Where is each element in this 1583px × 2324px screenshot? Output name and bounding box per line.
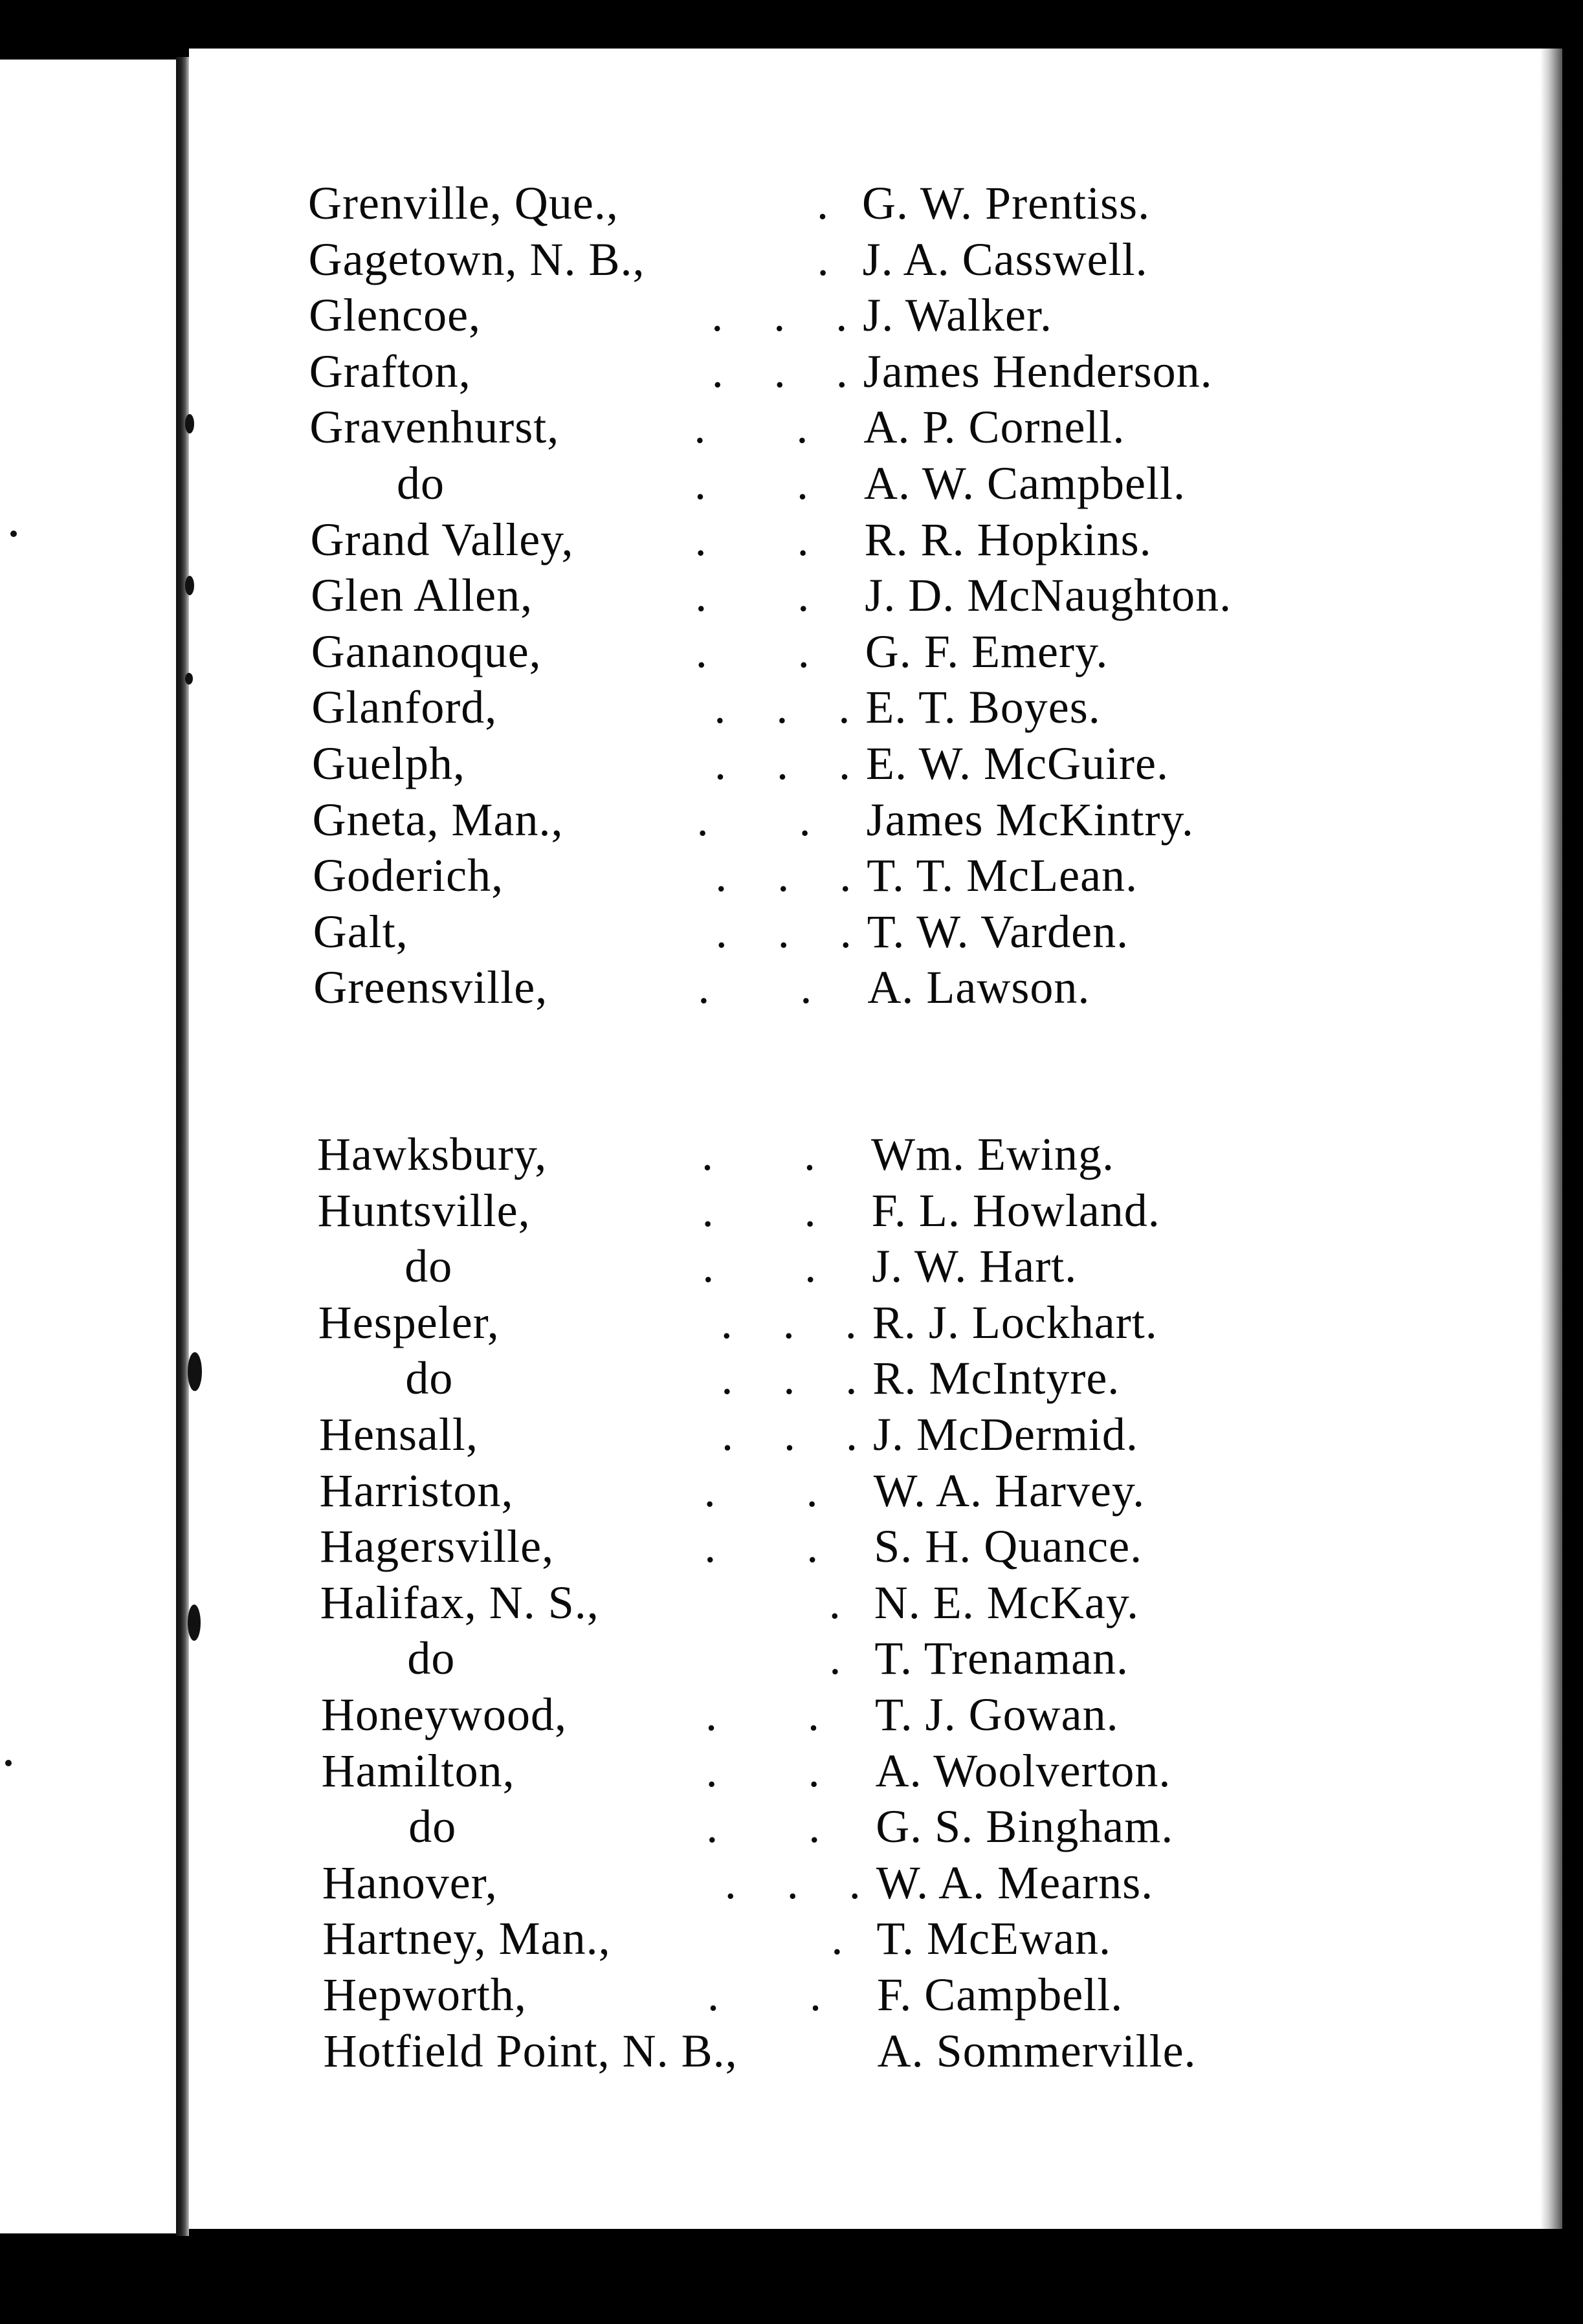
agent-name: A. W. Campbell. xyxy=(864,457,1186,509)
agent-name: E. T. Boyes. xyxy=(865,681,1101,734)
agent-name: J. McDermid. xyxy=(873,1409,1138,1460)
directory-entry xyxy=(0,1687,1583,1742)
directory-entry xyxy=(0,568,1583,622)
dot-leaders: . . . xyxy=(711,289,848,342)
agent-name: T. J. Gowan. xyxy=(875,1689,1119,1740)
place-name: do xyxy=(408,1801,457,1853)
directory-entry xyxy=(0,288,1583,342)
directory-entry xyxy=(0,176,1583,230)
agent-name: J. Walker. xyxy=(863,289,1053,342)
dot-leaders: . . . xyxy=(714,681,851,734)
place-name: Hepworth, xyxy=(323,1969,527,2021)
directory-entry xyxy=(0,1911,1583,1966)
directory-entry xyxy=(0,848,1583,903)
directory-entry xyxy=(0,1744,1583,1798)
directory-entry xyxy=(0,1351,1583,1405)
dot-leaders: . . xyxy=(703,1464,819,1517)
agent-name: E. W. McGuire. xyxy=(866,738,1169,789)
dot-leaders: . xyxy=(817,233,830,285)
agent-name: S. H. Quance. xyxy=(874,1520,1143,1573)
dot-leaders: . . xyxy=(704,1520,819,1573)
dot-leaders: . . . xyxy=(714,738,851,789)
agent-name: A. Lawson. xyxy=(867,961,1090,1014)
place-name: Grafton, xyxy=(309,345,471,397)
agent-name: A. P. Cornell. xyxy=(863,401,1125,454)
directory-entry xyxy=(0,232,1583,287)
directory-entry xyxy=(0,1295,1583,1350)
place-name: Hensall, xyxy=(319,1409,478,1460)
place-name: do xyxy=(405,1352,454,1405)
directory-entry xyxy=(0,793,1583,847)
dot-leaders: . . xyxy=(705,1744,821,1797)
place-name: Huntsville, xyxy=(317,1184,531,1236)
agent-name: J. A. Casswell. xyxy=(862,233,1148,285)
dot-leaders: . . xyxy=(706,1801,821,1853)
dot-leaders: . xyxy=(829,1632,842,1685)
place-name: Grenville, Que., xyxy=(308,177,619,229)
dot-leaders: . . . xyxy=(721,1352,858,1405)
agent-name: R. J. Lockhart. xyxy=(872,1296,1158,1348)
directory-entry xyxy=(0,1183,1583,1238)
directory-entry xyxy=(0,1799,1583,1854)
dot-leaders: . . . xyxy=(711,345,848,397)
place-name: Harriston, xyxy=(319,1464,514,1517)
dot-leaders: . xyxy=(817,177,829,229)
dot-leaders: . . xyxy=(707,1969,822,2021)
place-name: Goderich, xyxy=(313,850,504,902)
agent-name: N. E. McKay. xyxy=(874,1576,1140,1628)
agent-name: F. Campbell. xyxy=(877,1969,1124,2021)
agent-name: Wm. Ewing. xyxy=(871,1128,1114,1180)
agent-name: James McKintry. xyxy=(866,793,1194,846)
dot-leaders: . . xyxy=(702,1240,817,1293)
directory-entry xyxy=(0,1575,1583,1630)
place-name: do xyxy=(407,1632,456,1685)
agent-name: A. Woolverton. xyxy=(875,1744,1171,1797)
place-name: Hespeler, xyxy=(318,1296,500,1348)
agent-name: T. W. Varden. xyxy=(867,905,1129,958)
dot-leaders: . . xyxy=(702,1128,816,1180)
directory-entry xyxy=(0,624,1583,679)
agent-name: T. Trenaman. xyxy=(874,1632,1129,1685)
directory-entry xyxy=(0,1631,1583,1685)
agent-name: T. McEwan. xyxy=(876,1913,1111,1965)
agent-name: W. A. Mearns. xyxy=(876,1856,1154,1909)
place-name: Hotfield Point, N. B., xyxy=(323,2024,738,2077)
directory-entry xyxy=(0,1968,1583,2022)
place-name: Greensville, xyxy=(313,961,548,1014)
place-name: Grand Valley, xyxy=(310,513,574,565)
directory-entry xyxy=(0,2024,1583,2078)
dot-leaders: . . xyxy=(705,1689,820,1740)
dot-leaders: . xyxy=(831,1913,844,1965)
place-name: Hawksbury, xyxy=(317,1128,548,1180)
agent-name: R. McIntyre. xyxy=(872,1352,1120,1405)
agent-name: W. A. Harvey. xyxy=(873,1464,1146,1517)
dot-leaders: . . xyxy=(695,569,810,622)
directory-entry xyxy=(0,344,1583,399)
directory-entry xyxy=(0,1519,1583,1573)
directory-entry xyxy=(0,512,1583,567)
dot-leaders: . . xyxy=(694,401,809,454)
agent-name: G. F. Emery. xyxy=(865,625,1109,677)
agent-name: T. T. McLean. xyxy=(867,850,1138,902)
directory-entry xyxy=(0,960,1583,1014)
dot-leaders: . . xyxy=(698,961,813,1014)
dot-leaders: . . xyxy=(694,513,810,565)
directory-entry xyxy=(0,1239,1583,1293)
directory-entry xyxy=(0,680,1583,734)
place-name: Guelph, xyxy=(312,738,465,789)
place-name: Galt, xyxy=(313,905,408,958)
place-name: Honeywood, xyxy=(321,1689,567,1740)
agent-name: G. S. Bingham. xyxy=(876,1801,1174,1853)
directory-entry xyxy=(0,456,1583,510)
place-name: Glanford, xyxy=(311,681,498,734)
dot-leaders: . . xyxy=(702,1184,817,1236)
place-name: Glen Allen, xyxy=(311,569,533,622)
directory-entry xyxy=(0,1463,1583,1518)
directory-entry xyxy=(0,736,1583,791)
agent-name: F. L. Howland. xyxy=(871,1184,1160,1236)
place-name: Gananoque, xyxy=(311,625,542,677)
place-name: Halifax, N. S., xyxy=(320,1576,599,1628)
agent-name: J. W. Hart. xyxy=(872,1240,1078,1293)
dot-leaders: . . . xyxy=(715,905,852,958)
directory-entry xyxy=(0,904,1583,959)
place-name: Hagersville, xyxy=(320,1520,555,1573)
directory-entry xyxy=(0,1407,1583,1462)
agent-name: J. D. McNaughton. xyxy=(865,569,1232,622)
agent-name: R. R. Hopkins. xyxy=(864,513,1152,565)
place-name: Gneta, Man., xyxy=(312,793,564,846)
dot-leaders: . . . xyxy=(715,850,852,902)
directory-entry xyxy=(0,1856,1583,1910)
agent-name: A. Sommerville. xyxy=(877,2024,1197,2077)
place-name: do xyxy=(404,1240,453,1293)
place-name: Gravenhurst, xyxy=(309,401,560,454)
agent-name: G. W. Prentiss. xyxy=(862,177,1151,229)
place-name: Hanover, xyxy=(322,1856,498,1909)
dot-leaders: . . xyxy=(695,625,810,677)
place-name: Hamilton, xyxy=(321,1744,515,1797)
dot-leaders: . . . xyxy=(722,1409,858,1460)
place-name: Gagetown, N. B., xyxy=(308,233,645,285)
dot-leaders: . xyxy=(828,1576,841,1628)
place-name: do xyxy=(397,457,445,509)
place-name: Hartney, Man., xyxy=(322,1913,611,1965)
directory-entry xyxy=(0,400,1583,454)
dot-leaders: . . . xyxy=(720,1296,858,1348)
directory-entry xyxy=(0,1127,1583,1181)
dot-leaders: . . xyxy=(696,793,812,846)
place-name: Glencoe, xyxy=(309,289,482,342)
dot-leaders: . . . xyxy=(724,1856,861,1909)
agent-name: James Henderson. xyxy=(863,345,1213,397)
dot-leaders: . . xyxy=(694,457,809,509)
